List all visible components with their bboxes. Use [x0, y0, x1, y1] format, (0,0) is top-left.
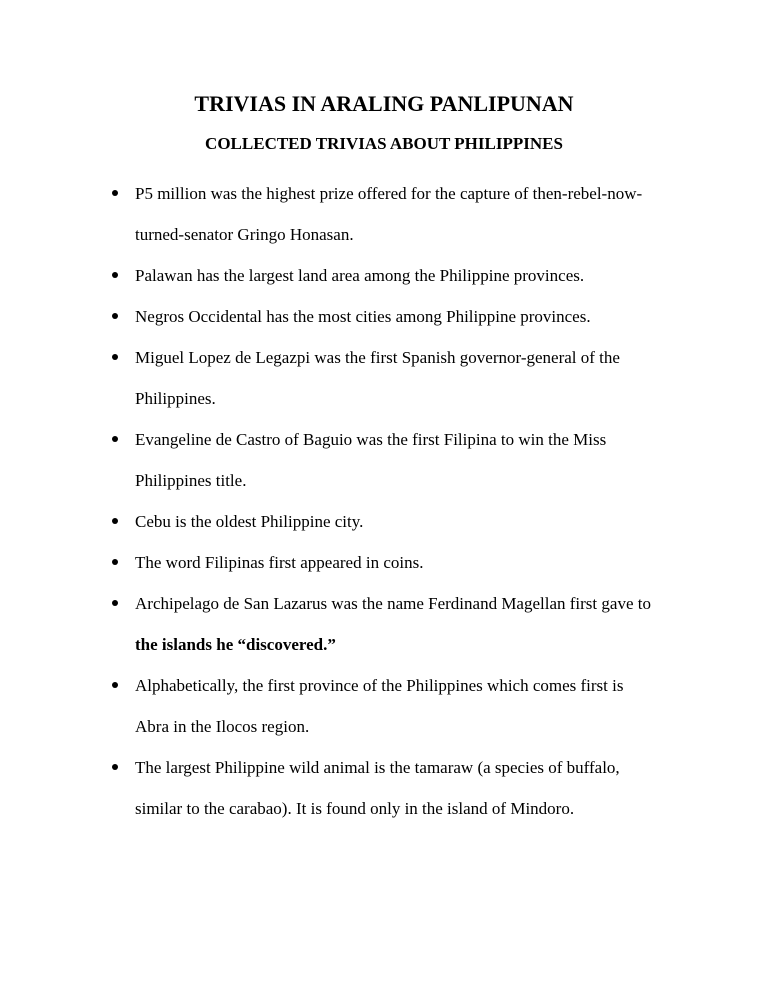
list-item — [0, 747, 768, 829]
bullet-icon — [112, 272, 118, 278]
bullet-icon — [112, 682, 118, 688]
item-line: Philippines. — [135, 389, 216, 408]
list-item — [0, 583, 768, 665]
bullet-icon — [112, 354, 118, 360]
item-line: Cebu is the oldest Philippine city. — [135, 512, 364, 531]
list-item — [0, 173, 768, 255]
item-line: The word Filipinas first appeared in coins. — [135, 553, 424, 572]
document-subtitle: COLLECTED TRIVIAS ABOUT PHILIPPINES — [205, 134, 563, 153]
list-item — [0, 665, 768, 747]
item-line: similar to the carabao). It is found only in the island of Mindoro. — [135, 799, 575, 818]
bullet-icon — [112, 559, 118, 565]
bullet-icon — [112, 764, 118, 770]
item-line: Evangeline de Castro of Baguio was the first Filipina to win the Miss — [135, 430, 607, 449]
item-line: Negros Occidental has the most cities among Philippine provinces. — [135, 307, 591, 326]
bullet-icon — [112, 518, 118, 524]
bullet-icon — [112, 190, 118, 196]
document-title: TRIVIAS IN ARALING PANLIPUNAN — [194, 91, 574, 116]
item-line: turned-senator Gringo Honasan. — [135, 225, 354, 244]
item-line: Alphabetically, the first province of the Philippines which comes first is — [135, 676, 624, 695]
item-line: The largest Philippine wild animal is the tamaraw (a species of buffalo, — [135, 758, 620, 777]
item-line: Palawan has the largest land area among the Philippine provinces. — [135, 266, 585, 285]
list-item — [0, 296, 768, 337]
item-line: Philippines title. — [135, 471, 247, 490]
list-item — [0, 542, 768, 583]
item-line: Miguel Lopez de Legazpi was the first Spanish governor-general of the — [135, 348, 620, 367]
bullet-icon — [112, 436, 118, 442]
list-item — [0, 255, 768, 296]
item-line: P5 million was the highest prize offered for the capture of then-rebel-now- — [135, 184, 643, 203]
bullet-icon — [112, 600, 118, 606]
bullet-icon — [112, 313, 118, 319]
list-item — [0, 501, 768, 542]
list-item — [0, 419, 768, 501]
item-line: Abra in the Ilocos region. — [135, 717, 310, 736]
list-item — [0, 337, 768, 419]
trivia-list — [0, 173, 768, 829]
item-line: the islands he “discovered.” — [135, 635, 336, 654]
item-line: Archipelago de San Lazarus was the name Ferdinand Magellan first gave to — [135, 594, 651, 613]
